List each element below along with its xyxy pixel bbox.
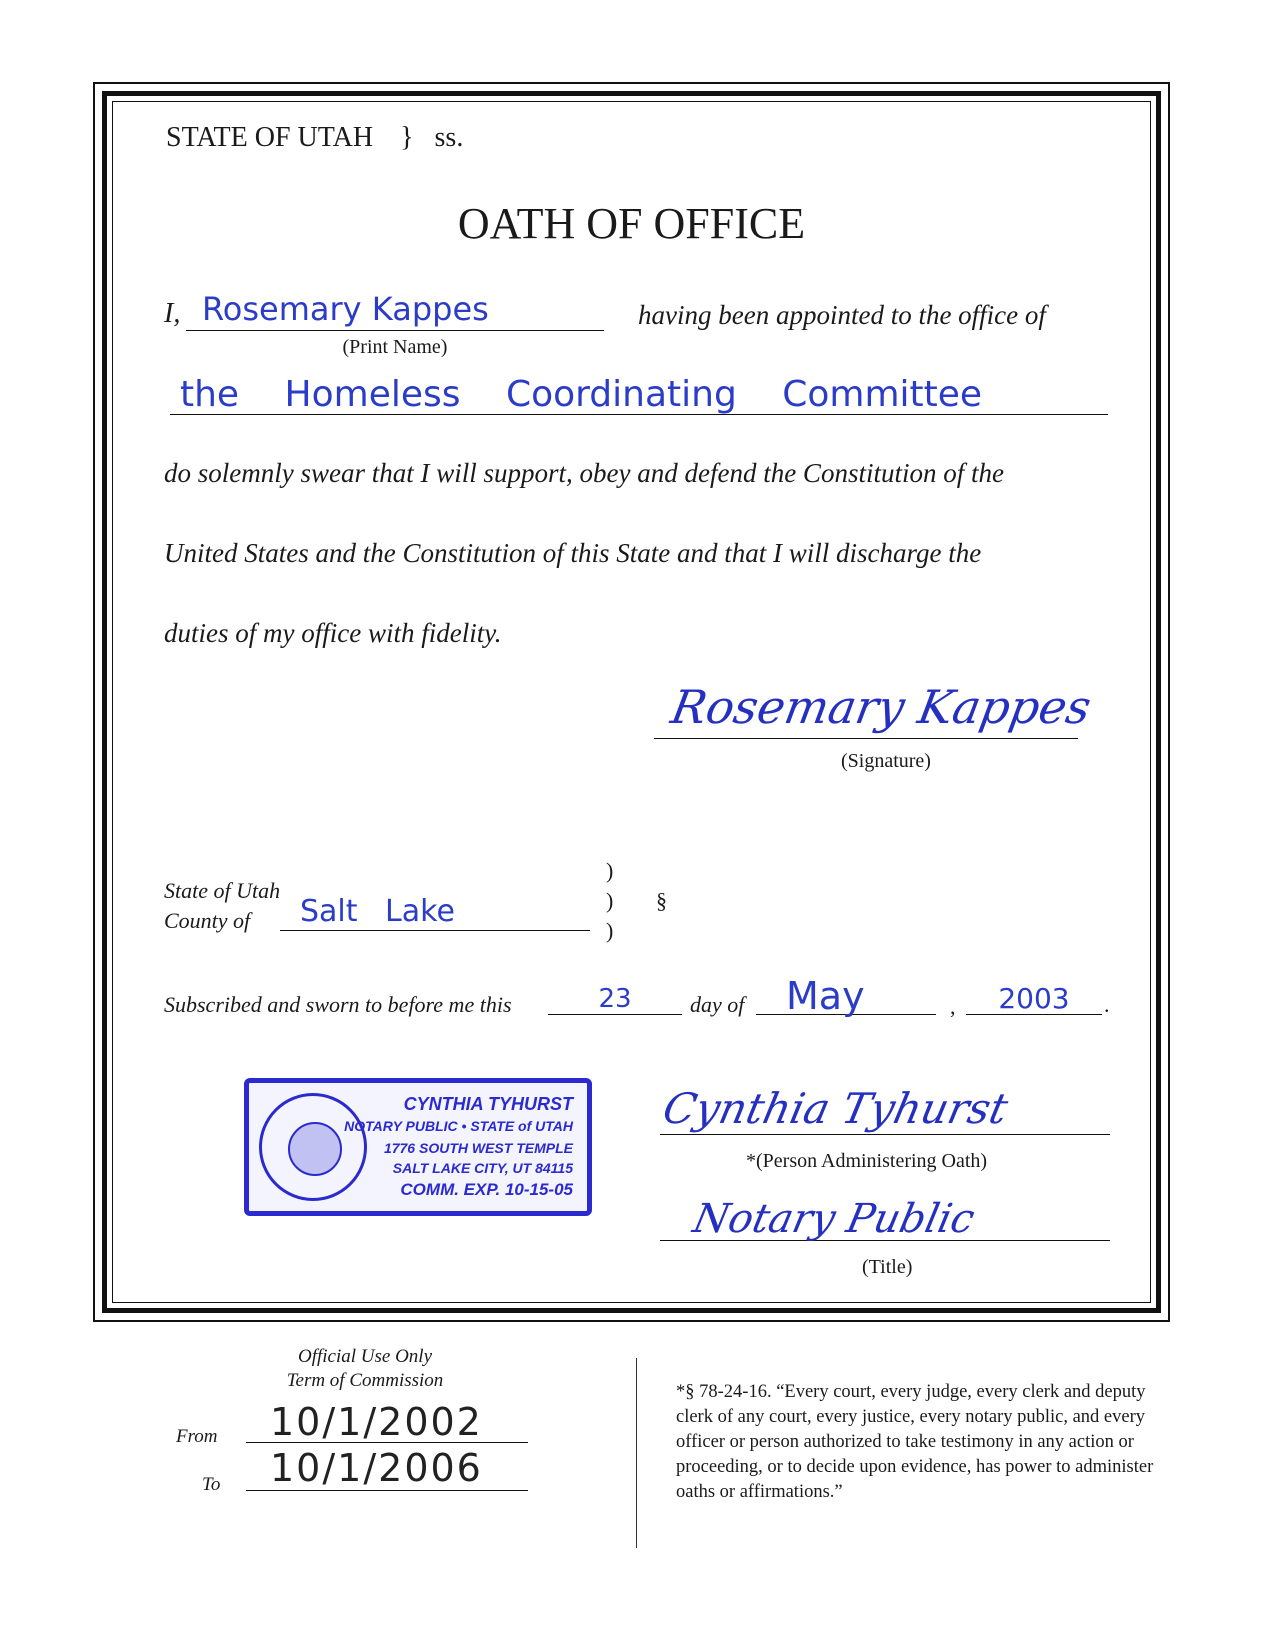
venue-county-label: County of xyxy=(164,908,251,933)
from-value: 10/1/2002 xyxy=(270,1400,483,1444)
venue-state-label: State of Utah xyxy=(164,878,281,903)
oath-prefix: I, xyxy=(164,298,181,329)
county-line xyxy=(280,930,590,931)
oath-line-2: United States and the Constitution of this State and that I will discharge the xyxy=(164,538,982,568)
subscribed-prefix: Subscribed and sworn to before me this xyxy=(164,992,512,1017)
printed-name: Rosemary Kappes xyxy=(202,290,489,328)
signature-line xyxy=(654,738,1078,739)
official-use-heading: Official Use Only xyxy=(297,1346,433,1367)
title-label: (Title) xyxy=(862,1256,913,1278)
from-label: From xyxy=(176,1426,218,1447)
administering-signature: Cynthia Tyhurst xyxy=(658,1084,1013,1133)
stamp-line-2: NOTARY PUBLIC • STATE of UTAH xyxy=(344,1118,573,1134)
oath-line-3: duties of my office with fidelity. xyxy=(164,618,502,648)
signature-label: (Signature) xyxy=(841,750,931,772)
administering-label: *(Person Administering Oath) xyxy=(746,1150,988,1172)
comma: , xyxy=(950,994,956,1019)
venue-paren-3: ) xyxy=(606,918,614,943)
period: . xyxy=(1104,992,1110,1017)
day-line xyxy=(548,1014,682,1015)
title-signed: Notary Public xyxy=(689,1196,979,1242)
footer-divider xyxy=(636,1358,637,1548)
day-value: 23 xyxy=(598,984,632,1014)
seal-emblem xyxy=(288,1122,342,1176)
appointed-text: having been appointed to the office of xyxy=(638,300,1046,330)
signature: Rosemary Kappes xyxy=(667,680,1096,734)
page-title: OATH OF OFFICE xyxy=(457,199,806,248)
to-value: 10/1/2006 xyxy=(270,1446,483,1490)
notary-stamp xyxy=(244,1078,592,1216)
term-heading: Term of Commission xyxy=(286,1370,444,1391)
state-seal xyxy=(259,1093,367,1201)
print-name-line xyxy=(186,330,604,331)
venue-paren-2: ) xyxy=(606,888,614,913)
county-name: Salt Lake xyxy=(300,894,455,929)
administering-signature-line xyxy=(660,1134,1110,1135)
stamp-name: CYNTHIA TYHURST xyxy=(403,1094,573,1114)
stamp-address-1: 1776 SOUTH WEST TEMPLE xyxy=(383,1140,573,1156)
ss-label: ss. xyxy=(434,122,464,153)
to-line xyxy=(246,1490,528,1491)
stamp-commission: COMM. EXP. 10-15-05 xyxy=(400,1180,573,1199)
statute-text: *§ 78-24-16. “Every court, every judge, every clerk and deputy clerk of any court, every justice, every notary public, and every officer or person authorized to take testimony in any action or proceeding, or to decide upon evidence, has power to administer oaths or affirmations.” xyxy=(676,1382,1154,1502)
section-mark: § xyxy=(656,888,667,913)
state-header xyxy=(166,122,463,154)
print-name-label: (Print Name) xyxy=(342,336,448,358)
day-of-label: day of xyxy=(690,992,745,1017)
venue-paren-1: ) xyxy=(606,858,614,883)
to-label: To xyxy=(202,1474,221,1495)
oath-line-1: do solemnly swear that I will support, obey and defend the Constitution of the xyxy=(164,458,1004,488)
state-label: STATE OF UTAH xyxy=(166,122,374,153)
month-value: May xyxy=(786,974,865,1018)
stamp-address-2: SALT LAKE CITY, UT 84115 xyxy=(392,1160,573,1176)
brace: } xyxy=(400,122,414,153)
year-value: 2003 xyxy=(998,982,1070,1015)
office-name: the Homeless Coordinating Committee xyxy=(180,374,983,415)
